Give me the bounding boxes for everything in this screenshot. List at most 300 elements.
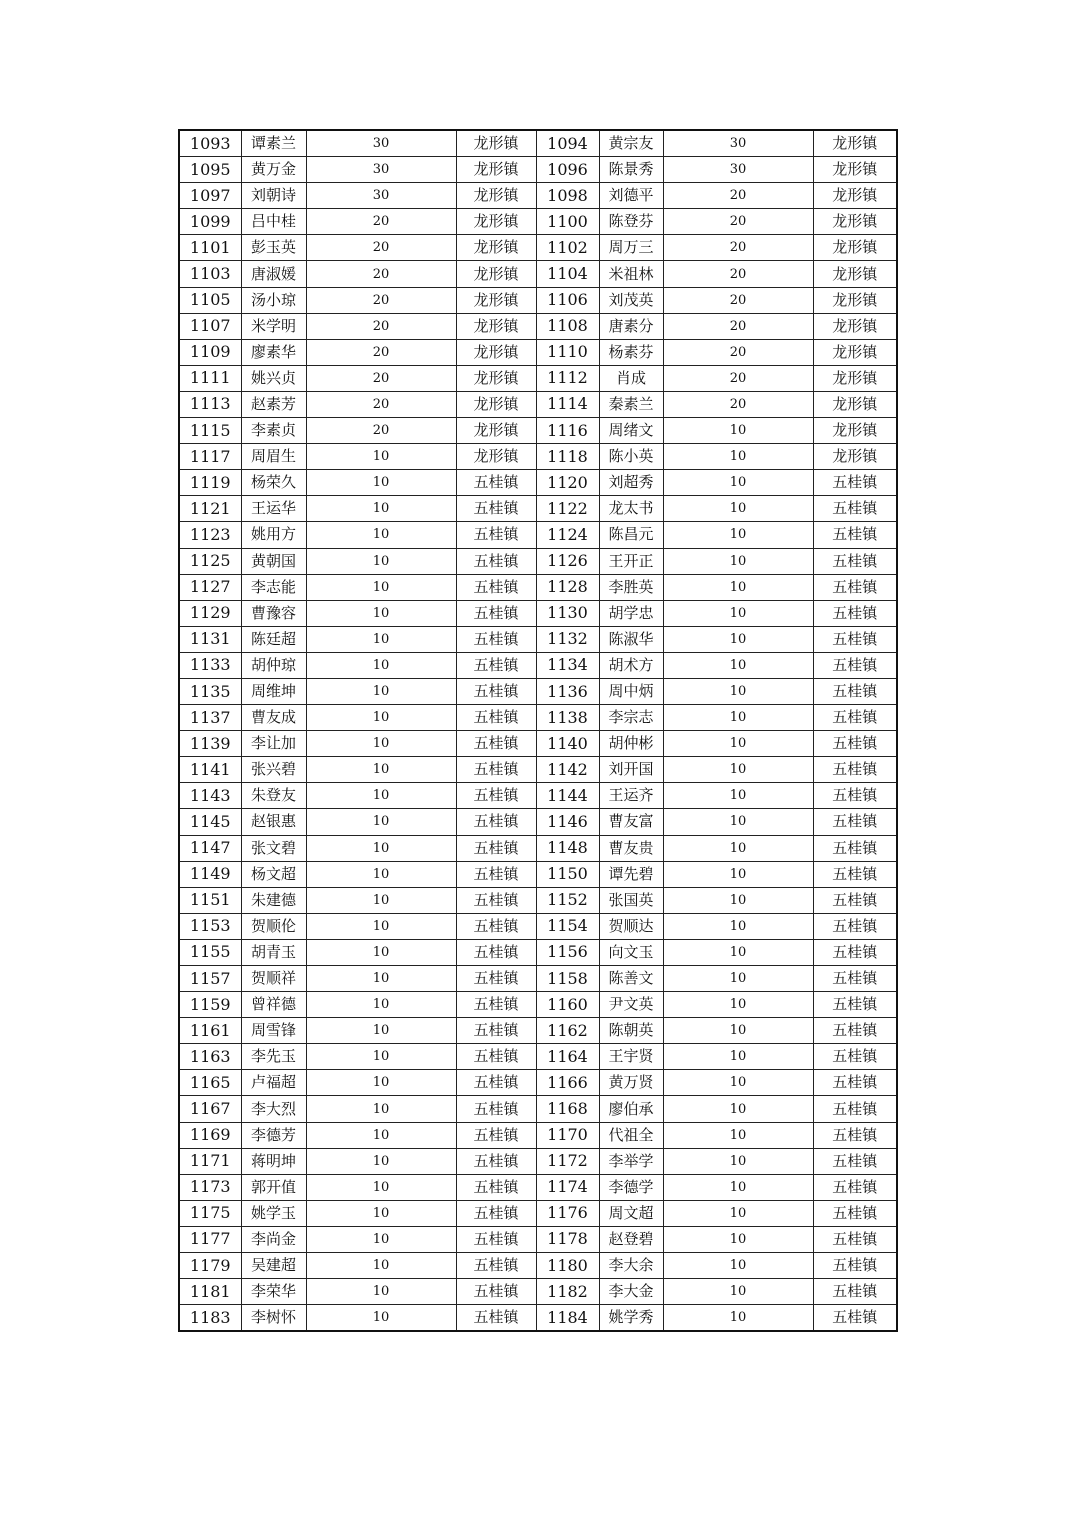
left-serial-number-cell: 1127	[179, 574, 241, 600]
right-town-name-cell: 五桂镇	[813, 652, 897, 678]
left-serial-number-cell: 1151	[179, 887, 241, 913]
left-town-name-cell: 五桂镇	[456, 992, 536, 1018]
right-serial-number-cell: 1142	[536, 757, 599, 783]
right-town-name-cell: 五桂镇	[813, 470, 897, 496]
right-person-name-cell: 李大金	[599, 1279, 663, 1305]
right-amount-cell: 10	[663, 418, 813, 444]
right-person-name-cell: 黄万贤	[599, 1070, 663, 1096]
right-town-name-cell: 五桂镇	[813, 757, 897, 783]
right-person-name-cell: 刘茂英	[599, 287, 663, 313]
left-serial-number-cell: 1177	[179, 1226, 241, 1252]
right-amount-cell: 10	[663, 522, 813, 548]
left-person-name-cell: 曾祥德	[241, 992, 306, 1018]
left-amount-cell: 10	[306, 1305, 456, 1332]
left-person-name-cell: 姚用方	[241, 522, 306, 548]
right-town-name-cell: 龙形镇	[813, 287, 897, 313]
right-amount-cell: 10	[663, 887, 813, 913]
right-amount-cell: 10	[663, 496, 813, 522]
right-serial-number-cell: 1102	[536, 235, 599, 261]
left-person-name-cell: 吴建超	[241, 1253, 306, 1279]
left-serial-number-cell: 1157	[179, 966, 241, 992]
right-town-name-cell: 五桂镇	[813, 1279, 897, 1305]
left-amount-cell: 10	[306, 1096, 456, 1122]
right-person-name-cell: 周中炳	[599, 678, 663, 704]
left-person-name-cell: 李让加	[241, 731, 306, 757]
right-town-name-cell: 龙形镇	[813, 339, 897, 365]
left-amount-cell: 10	[306, 913, 456, 939]
right-person-name-cell: 黄宗友	[599, 130, 663, 157]
right-serial-number-cell: 1152	[536, 887, 599, 913]
left-person-name-cell: 周雪锋	[241, 1018, 306, 1044]
left-serial-number-cell: 1183	[179, 1305, 241, 1332]
left-town-name-cell: 五桂镇	[456, 783, 536, 809]
right-serial-number-cell: 1168	[536, 1096, 599, 1122]
left-serial-number-cell: 1181	[179, 1279, 241, 1305]
right-amount-cell: 20	[663, 313, 813, 339]
left-town-name-cell: 龙形镇	[456, 261, 536, 287]
right-serial-number-cell: 1162	[536, 1018, 599, 1044]
left-serial-number-cell: 1155	[179, 939, 241, 965]
right-serial-number-cell: 1128	[536, 574, 599, 600]
right-person-name-cell: 陈小英	[599, 444, 663, 470]
right-person-name-cell: 肖成	[599, 365, 663, 391]
left-amount-cell: 20	[306, 391, 456, 417]
left-amount-cell: 10	[306, 1148, 456, 1174]
right-serial-number-cell: 1156	[536, 939, 599, 965]
right-town-name-cell: 龙形镇	[813, 418, 897, 444]
left-town-name-cell: 五桂镇	[456, 496, 536, 522]
right-town-name-cell: 五桂镇	[813, 887, 897, 913]
right-person-name-cell: 王开正	[599, 548, 663, 574]
table-row	[179, 548, 897, 574]
right-serial-number-cell: 1096	[536, 157, 599, 183]
right-amount-cell: 10	[663, 470, 813, 496]
right-town-name-cell: 五桂镇	[813, 626, 897, 652]
right-amount-cell: 10	[663, 1148, 813, 1174]
left-town-name-cell: 龙形镇	[456, 391, 536, 417]
right-person-name-cell: 刘德平	[599, 183, 663, 209]
left-person-name-cell: 张兴碧	[241, 757, 306, 783]
left-town-name-cell: 五桂镇	[456, 1279, 536, 1305]
right-person-name-cell: 唐素分	[599, 313, 663, 339]
right-town-name-cell: 五桂镇	[813, 1200, 897, 1226]
left-amount-cell: 10	[306, 652, 456, 678]
left-serial-number-cell: 1125	[179, 548, 241, 574]
left-serial-number-cell: 1097	[179, 183, 241, 209]
left-amount-cell: 20	[306, 209, 456, 235]
left-town-name-cell: 龙形镇	[456, 365, 536, 391]
left-person-name-cell: 李素贞	[241, 418, 306, 444]
right-serial-number-cell: 1104	[536, 261, 599, 287]
right-person-name-cell: 曹友贵	[599, 835, 663, 861]
right-town-name-cell: 五桂镇	[813, 809, 897, 835]
table-row	[179, 470, 897, 496]
right-amount-cell: 10	[663, 757, 813, 783]
table-row	[179, 1044, 897, 1070]
left-person-name-cell: 蒋明坤	[241, 1148, 306, 1174]
right-town-name-cell: 五桂镇	[813, 548, 897, 574]
left-town-name-cell: 五桂镇	[456, 1018, 536, 1044]
right-amount-cell: 10	[663, 1253, 813, 1279]
right-amount-cell: 20	[663, 287, 813, 313]
left-serial-number-cell: 1171	[179, 1148, 241, 1174]
left-amount-cell: 30	[306, 183, 456, 209]
table-row	[179, 496, 897, 522]
right-amount-cell: 10	[663, 913, 813, 939]
left-town-name-cell: 五桂镇	[456, 470, 536, 496]
right-town-name-cell: 五桂镇	[813, 705, 897, 731]
left-person-name-cell: 李荣华	[241, 1279, 306, 1305]
left-serial-number-cell: 1095	[179, 157, 241, 183]
left-town-name-cell: 五桂镇	[456, 548, 536, 574]
right-person-name-cell: 谭先碧	[599, 861, 663, 887]
right-person-name-cell: 胡术方	[599, 652, 663, 678]
table-row	[179, 626, 897, 652]
left-town-name-cell: 五桂镇	[456, 1122, 536, 1148]
left-serial-number-cell: 1161	[179, 1018, 241, 1044]
left-amount-cell: 20	[306, 287, 456, 313]
right-serial-number-cell: 1112	[536, 365, 599, 391]
right-town-name-cell: 五桂镇	[813, 1148, 897, 1174]
left-person-name-cell: 黄万金	[241, 157, 306, 183]
right-town-name-cell: 五桂镇	[813, 1070, 897, 1096]
left-serial-number-cell: 1149	[179, 861, 241, 887]
right-amount-cell: 10	[663, 1200, 813, 1226]
right-person-name-cell: 陈善文	[599, 966, 663, 992]
right-amount-cell: 10	[663, 783, 813, 809]
left-town-name-cell: 五桂镇	[456, 1305, 536, 1332]
left-town-name-cell: 五桂镇	[456, 887, 536, 913]
table-row	[179, 1279, 897, 1305]
left-town-name-cell: 五桂镇	[456, 652, 536, 678]
left-serial-number-cell: 1107	[179, 313, 241, 339]
left-amount-cell: 10	[306, 1044, 456, 1070]
right-serial-number-cell: 1106	[536, 287, 599, 313]
right-amount-cell: 10	[663, 705, 813, 731]
left-town-name-cell: 五桂镇	[456, 705, 536, 731]
left-serial-number-cell: 1117	[179, 444, 241, 470]
right-serial-number-cell: 1154	[536, 913, 599, 939]
right-serial-number-cell: 1170	[536, 1122, 599, 1148]
left-person-name-cell: 李德芳	[241, 1122, 306, 1148]
right-serial-number-cell: 1130	[536, 600, 599, 626]
right-person-name-cell: 陈昌元	[599, 522, 663, 548]
left-town-name-cell: 五桂镇	[456, 522, 536, 548]
left-person-name-cell: 胡仲琼	[241, 652, 306, 678]
right-person-name-cell: 陈景秀	[599, 157, 663, 183]
right-serial-number-cell: 1118	[536, 444, 599, 470]
right-person-name-cell: 陈淑华	[599, 626, 663, 652]
right-town-name-cell: 龙形镇	[813, 235, 897, 261]
right-amount-cell: 10	[663, 1174, 813, 1200]
table-row	[179, 600, 897, 626]
left-town-name-cell: 五桂镇	[456, 574, 536, 600]
right-serial-number-cell: 1160	[536, 992, 599, 1018]
left-amount-cell: 10	[306, 574, 456, 600]
left-serial-number-cell: 1145	[179, 809, 241, 835]
left-town-name-cell: 五桂镇	[456, 1096, 536, 1122]
right-person-name-cell: 李德学	[599, 1174, 663, 1200]
right-amount-cell: 10	[663, 1044, 813, 1070]
left-town-name-cell: 五桂镇	[456, 913, 536, 939]
left-town-name-cell: 五桂镇	[456, 1174, 536, 1200]
table-row	[179, 157, 897, 183]
right-person-name-cell: 向文玉	[599, 939, 663, 965]
table-row	[179, 1174, 897, 1200]
left-person-name-cell: 赵素芳	[241, 391, 306, 417]
right-serial-number-cell: 1136	[536, 678, 599, 704]
left-serial-number-cell: 1109	[179, 339, 241, 365]
right-amount-cell: 10	[663, 626, 813, 652]
right-town-name-cell: 龙形镇	[813, 157, 897, 183]
left-amount-cell: 10	[306, 1018, 456, 1044]
table-row	[179, 1122, 897, 1148]
left-serial-number-cell: 1119	[179, 470, 241, 496]
left-serial-number-cell: 1167	[179, 1096, 241, 1122]
right-town-name-cell: 五桂镇	[813, 731, 897, 757]
table-row	[179, 365, 897, 391]
left-person-name-cell: 黄朝国	[241, 548, 306, 574]
left-amount-cell: 10	[306, 939, 456, 965]
left-serial-number-cell: 1179	[179, 1253, 241, 1279]
left-town-name-cell: 龙形镇	[456, 418, 536, 444]
left-amount-cell: 10	[306, 1122, 456, 1148]
right-town-name-cell: 五桂镇	[813, 1174, 897, 1200]
right-town-name-cell: 五桂镇	[813, 783, 897, 809]
table-row	[179, 183, 897, 209]
table-row	[179, 992, 897, 1018]
right-town-name-cell: 五桂镇	[813, 1122, 897, 1148]
left-person-name-cell: 李志能	[241, 574, 306, 600]
table-row	[179, 574, 897, 600]
right-town-name-cell: 五桂镇	[813, 966, 897, 992]
table-row	[179, 313, 897, 339]
right-town-name-cell: 五桂镇	[813, 1226, 897, 1252]
left-serial-number-cell: 1169	[179, 1122, 241, 1148]
right-town-name-cell: 龙形镇	[813, 209, 897, 235]
table-row	[179, 339, 897, 365]
left-person-name-cell: 张文碧	[241, 835, 306, 861]
table-row	[179, 652, 897, 678]
right-person-name-cell: 赵登碧	[599, 1226, 663, 1252]
table-row	[179, 261, 897, 287]
left-town-name-cell: 龙形镇	[456, 157, 536, 183]
left-amount-cell: 10	[306, 470, 456, 496]
right-serial-number-cell: 1150	[536, 861, 599, 887]
right-amount-cell: 20	[663, 365, 813, 391]
left-amount-cell: 20	[306, 261, 456, 287]
left-person-name-cell: 周维坤	[241, 678, 306, 704]
right-serial-number-cell: 1182	[536, 1279, 599, 1305]
right-town-name-cell: 龙形镇	[813, 261, 897, 287]
right-serial-number-cell: 1100	[536, 209, 599, 235]
right-amount-cell: 20	[663, 209, 813, 235]
left-person-name-cell: 贺顺伦	[241, 913, 306, 939]
left-person-name-cell: 彭玉英	[241, 235, 306, 261]
right-person-name-cell: 代祖全	[599, 1122, 663, 1148]
left-amount-cell: 10	[306, 1200, 456, 1226]
left-serial-number-cell: 1139	[179, 731, 241, 757]
table-row	[179, 861, 897, 887]
left-serial-number-cell: 1093	[179, 130, 241, 157]
right-amount-cell: 10	[663, 678, 813, 704]
left-amount-cell: 10	[306, 1174, 456, 1200]
left-person-name-cell: 李树怀	[241, 1305, 306, 1332]
right-serial-number-cell: 1158	[536, 966, 599, 992]
table-row	[179, 287, 897, 313]
table-row	[179, 913, 897, 939]
left-town-name-cell: 五桂镇	[456, 600, 536, 626]
table-row	[179, 809, 897, 835]
right-serial-number-cell: 1132	[536, 626, 599, 652]
right-town-name-cell: 五桂镇	[813, 496, 897, 522]
right-serial-number-cell: 1184	[536, 1305, 599, 1332]
left-amount-cell: 10	[306, 809, 456, 835]
right-amount-cell: 10	[663, 835, 813, 861]
left-amount-cell: 10	[306, 496, 456, 522]
left-amount-cell: 10	[306, 966, 456, 992]
table-row	[179, 678, 897, 704]
left-town-name-cell: 龙形镇	[456, 235, 536, 261]
left-town-name-cell: 龙形镇	[456, 444, 536, 470]
right-town-name-cell: 五桂镇	[813, 1044, 897, 1070]
left-person-name-cell: 王运华	[241, 496, 306, 522]
right-person-name-cell: 陈朝英	[599, 1018, 663, 1044]
right-amount-cell: 10	[663, 548, 813, 574]
right-person-name-cell: 李胜英	[599, 574, 663, 600]
right-person-name-cell: 陈登芬	[599, 209, 663, 235]
right-serial-number-cell: 1176	[536, 1200, 599, 1226]
left-person-name-cell: 郭开值	[241, 1174, 306, 1200]
right-town-name-cell: 龙形镇	[813, 444, 897, 470]
left-serial-number-cell: 1099	[179, 209, 241, 235]
left-amount-cell: 20	[306, 418, 456, 444]
left-amount-cell: 10	[306, 992, 456, 1018]
right-amount-cell: 10	[663, 1122, 813, 1148]
left-amount-cell: 10	[306, 626, 456, 652]
left-amount-cell: 10	[306, 600, 456, 626]
left-amount-cell: 10	[306, 705, 456, 731]
left-town-name-cell: 五桂镇	[456, 809, 536, 835]
left-person-name-cell: 李尚金	[241, 1226, 306, 1252]
left-amount-cell: 10	[306, 835, 456, 861]
table-row	[179, 887, 897, 913]
left-amount-cell: 10	[306, 1279, 456, 1305]
right-person-name-cell: 米祖林	[599, 261, 663, 287]
left-person-name-cell: 杨荣久	[241, 470, 306, 496]
left-town-name-cell: 龙形镇	[456, 339, 536, 365]
table-row	[179, 1226, 897, 1252]
right-serial-number-cell: 1164	[536, 1044, 599, 1070]
right-town-name-cell: 五桂镇	[813, 939, 897, 965]
table-row	[179, 1096, 897, 1122]
left-town-name-cell: 龙形镇	[456, 287, 536, 313]
left-amount-cell: 10	[306, 1253, 456, 1279]
right-serial-number-cell: 1146	[536, 809, 599, 835]
table-row	[179, 835, 897, 861]
left-town-name-cell: 五桂镇	[456, 757, 536, 783]
right-person-name-cell: 曹友富	[599, 809, 663, 835]
right-serial-number-cell: 1108	[536, 313, 599, 339]
right-serial-number-cell: 1124	[536, 522, 599, 548]
left-amount-cell: 10	[306, 1070, 456, 1096]
right-town-name-cell: 五桂镇	[813, 861, 897, 887]
right-person-name-cell: 廖伯承	[599, 1096, 663, 1122]
left-person-name-cell: 姚兴贞	[241, 365, 306, 391]
right-amount-cell: 10	[663, 966, 813, 992]
left-amount-cell: 10	[306, 548, 456, 574]
right-person-name-cell: 姚学秀	[599, 1305, 663, 1332]
table-row	[179, 209, 897, 235]
left-person-name-cell: 李先玉	[241, 1044, 306, 1070]
left-serial-number-cell: 1165	[179, 1070, 241, 1096]
left-town-name-cell: 龙形镇	[456, 183, 536, 209]
left-amount-cell: 10	[306, 522, 456, 548]
right-serial-number-cell: 1180	[536, 1253, 599, 1279]
right-town-name-cell: 五桂镇	[813, 992, 897, 1018]
left-amount-cell: 10	[306, 731, 456, 757]
left-serial-number-cell: 1115	[179, 418, 241, 444]
right-person-name-cell: 刘开国	[599, 757, 663, 783]
left-person-name-cell: 赵银惠	[241, 809, 306, 835]
left-person-name-cell: 汤小琼	[241, 287, 306, 313]
left-amount-cell: 20	[306, 235, 456, 261]
left-serial-number-cell: 1113	[179, 391, 241, 417]
right-serial-number-cell: 1174	[536, 1174, 599, 1200]
left-town-name-cell: 五桂镇	[456, 1226, 536, 1252]
left-serial-number-cell: 1173	[179, 1174, 241, 1200]
left-serial-number-cell: 1101	[179, 235, 241, 261]
right-amount-cell: 10	[663, 809, 813, 835]
table-row	[179, 1305, 897, 1332]
right-amount-cell: 30	[663, 157, 813, 183]
left-serial-number-cell: 1163	[179, 1044, 241, 1070]
left-town-name-cell: 五桂镇	[456, 678, 536, 704]
right-amount-cell: 20	[663, 339, 813, 365]
table-row	[179, 705, 897, 731]
right-amount-cell: 10	[663, 731, 813, 757]
right-amount-cell: 20	[663, 183, 813, 209]
right-serial-number-cell: 1114	[536, 391, 599, 417]
right-town-name-cell: 龙形镇	[813, 391, 897, 417]
table-row	[179, 418, 897, 444]
table-row	[179, 1148, 897, 1174]
left-amount-cell: 10	[306, 783, 456, 809]
left-person-name-cell: 吕中桂	[241, 209, 306, 235]
left-serial-number-cell: 1143	[179, 783, 241, 809]
table-row	[179, 235, 897, 261]
left-amount-cell: 20	[306, 313, 456, 339]
left-serial-number-cell: 1141	[179, 757, 241, 783]
right-serial-number-cell: 1110	[536, 339, 599, 365]
right-serial-number-cell: 1116	[536, 418, 599, 444]
left-amount-cell: 20	[306, 365, 456, 391]
left-serial-number-cell: 1129	[179, 600, 241, 626]
left-person-name-cell: 朱建德	[241, 887, 306, 913]
left-serial-number-cell: 1153	[179, 913, 241, 939]
left-person-name-cell: 贺顺祥	[241, 966, 306, 992]
right-serial-number-cell: 1172	[536, 1148, 599, 1174]
left-amount-cell: 30	[306, 130, 456, 157]
right-town-name-cell: 龙形镇	[813, 365, 897, 391]
right-amount-cell: 30	[663, 130, 813, 157]
right-serial-number-cell: 1098	[536, 183, 599, 209]
right-person-name-cell: 贺顺达	[599, 913, 663, 939]
left-person-name-cell: 廖素华	[241, 339, 306, 365]
right-amount-cell: 10	[663, 1070, 813, 1096]
right-person-name-cell: 龙太书	[599, 496, 663, 522]
table-row	[179, 939, 897, 965]
